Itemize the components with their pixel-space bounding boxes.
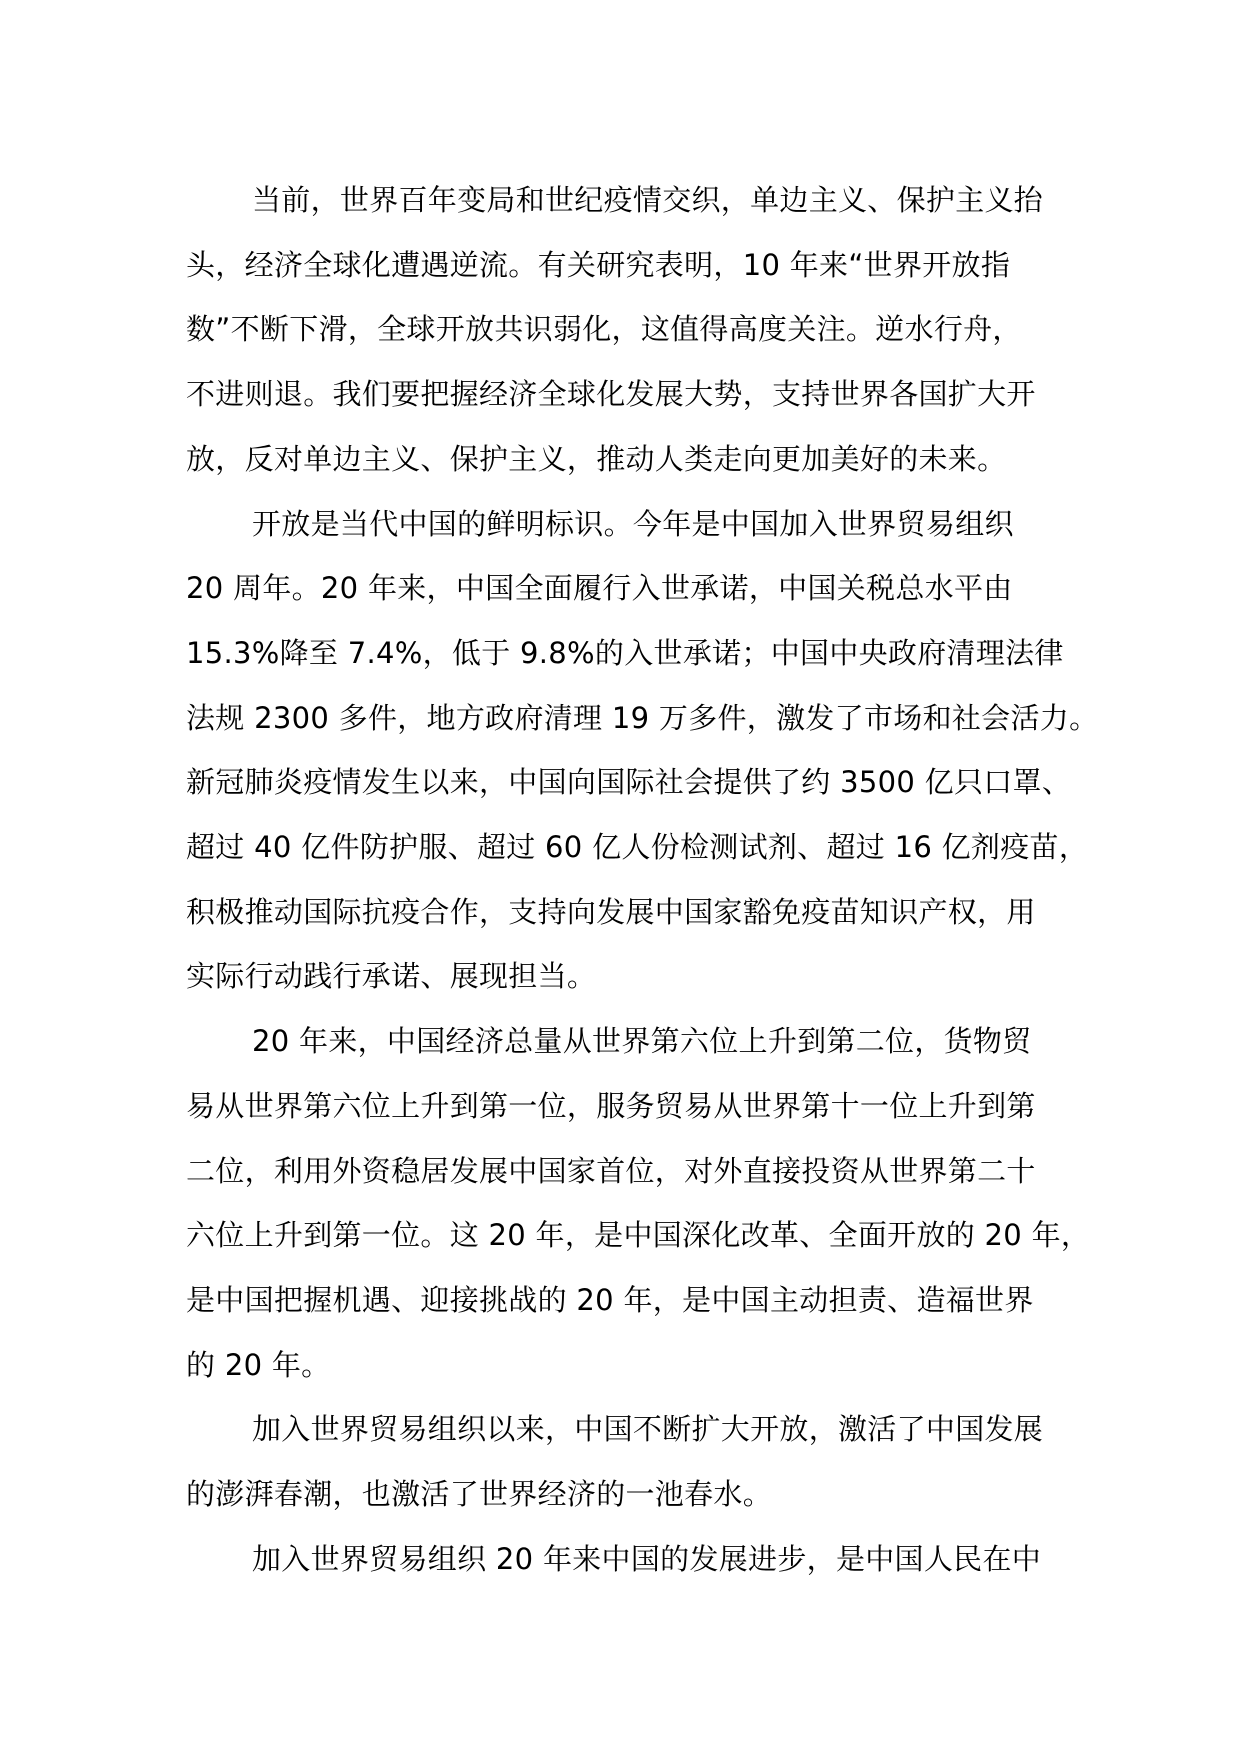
text-line: 20 年来，中国经济总量从世界第六位上升到第二位，货物贸 [252,1024,1032,1059]
text-line: 易从世界第六位上升到第一位，服务贸易从世界第十一位上升到第 [186,1088,1036,1123]
text-line: 是中国把握机遇、迎接挑战的 20 年，是中国主动担责、造福世界 [186,1282,1034,1317]
document-body [186,168,1099,1591]
paragraph-5 [186,1527,1076,1592]
text-line: 加入世界贸易组织以来，中国不断扩大开放，激活了中国发展 [252,1412,1044,1447]
text-line: 头，经济全球化遭遇逆流。有关研究表明，10 年来“世界开放指 [186,247,1011,282]
text-line: 15.3%降至 7.4%，低于 9.8%的入世承诺；中国中央政府清理法律 [186,635,1064,670]
text-line: 放，反对单边主义、保护主义，推动人类走向更加美好的未来。 [186,441,1007,476]
text-line: 数”不断下滑，全球开放共识弱化，这值得高度关注。逆水行舟， [186,312,1022,347]
text-line: 20 周年。20 年来，中国全面履行入世承诺，中国关税总水平由 [186,571,1013,606]
text-line: 加入世界贸易组织 20 年来中国的发展进步，是中国人民在中 [252,1541,1042,1576]
text-line: 新冠肺炎疫情发生以来，中国向国际社会提供了约 3500 亿只口罩、 [186,765,1072,800]
text-line: 的 20 年。 [186,1347,331,1382]
text-line: 法规 2300 多件，地方政府清理 19 万多件，激发了市场和社会活力。 [186,700,1099,735]
text-line: 当前，世界百年变局和世纪疫情交织，单边主义、保护主义抬 [252,183,1044,217]
paragraph-2 [186,492,1099,1010]
text-line: 积极推动国际抗疫合作，支持向发展中国家豁免疫苗知识产权，用 [186,894,1036,929]
text-line: 超过 40 亿件防护服、超过 60 亿人份检测试剂、超过 16 亿剂疫苗， [186,830,1089,865]
text-line: 的澎湃春潮，也激活了世界经济的一池春水。 [186,1477,773,1512]
text-line: 实际行动践行承诺、展现担当。 [186,959,597,994]
paragraph-3 [186,1009,1091,1397]
text-line: 不进则退。我们要把握经济全球化发展大势，支持世界各国扩大开 [186,377,1036,412]
text-line: 六位上升到第一位。这 20 年，是中国深化改革、全面开放的 20 年， [186,1218,1091,1253]
paragraph-1 [186,168,1076,492]
paragraph-4 [186,1397,1076,1526]
text-line: 二位，利用外资稳居发展中国家首位，对外直接投资从世界第二十 [186,1153,1036,1188]
text-line: 开放是当代中国的鲜明标识。今年是中国加入世界贸易组织 [252,506,1014,541]
